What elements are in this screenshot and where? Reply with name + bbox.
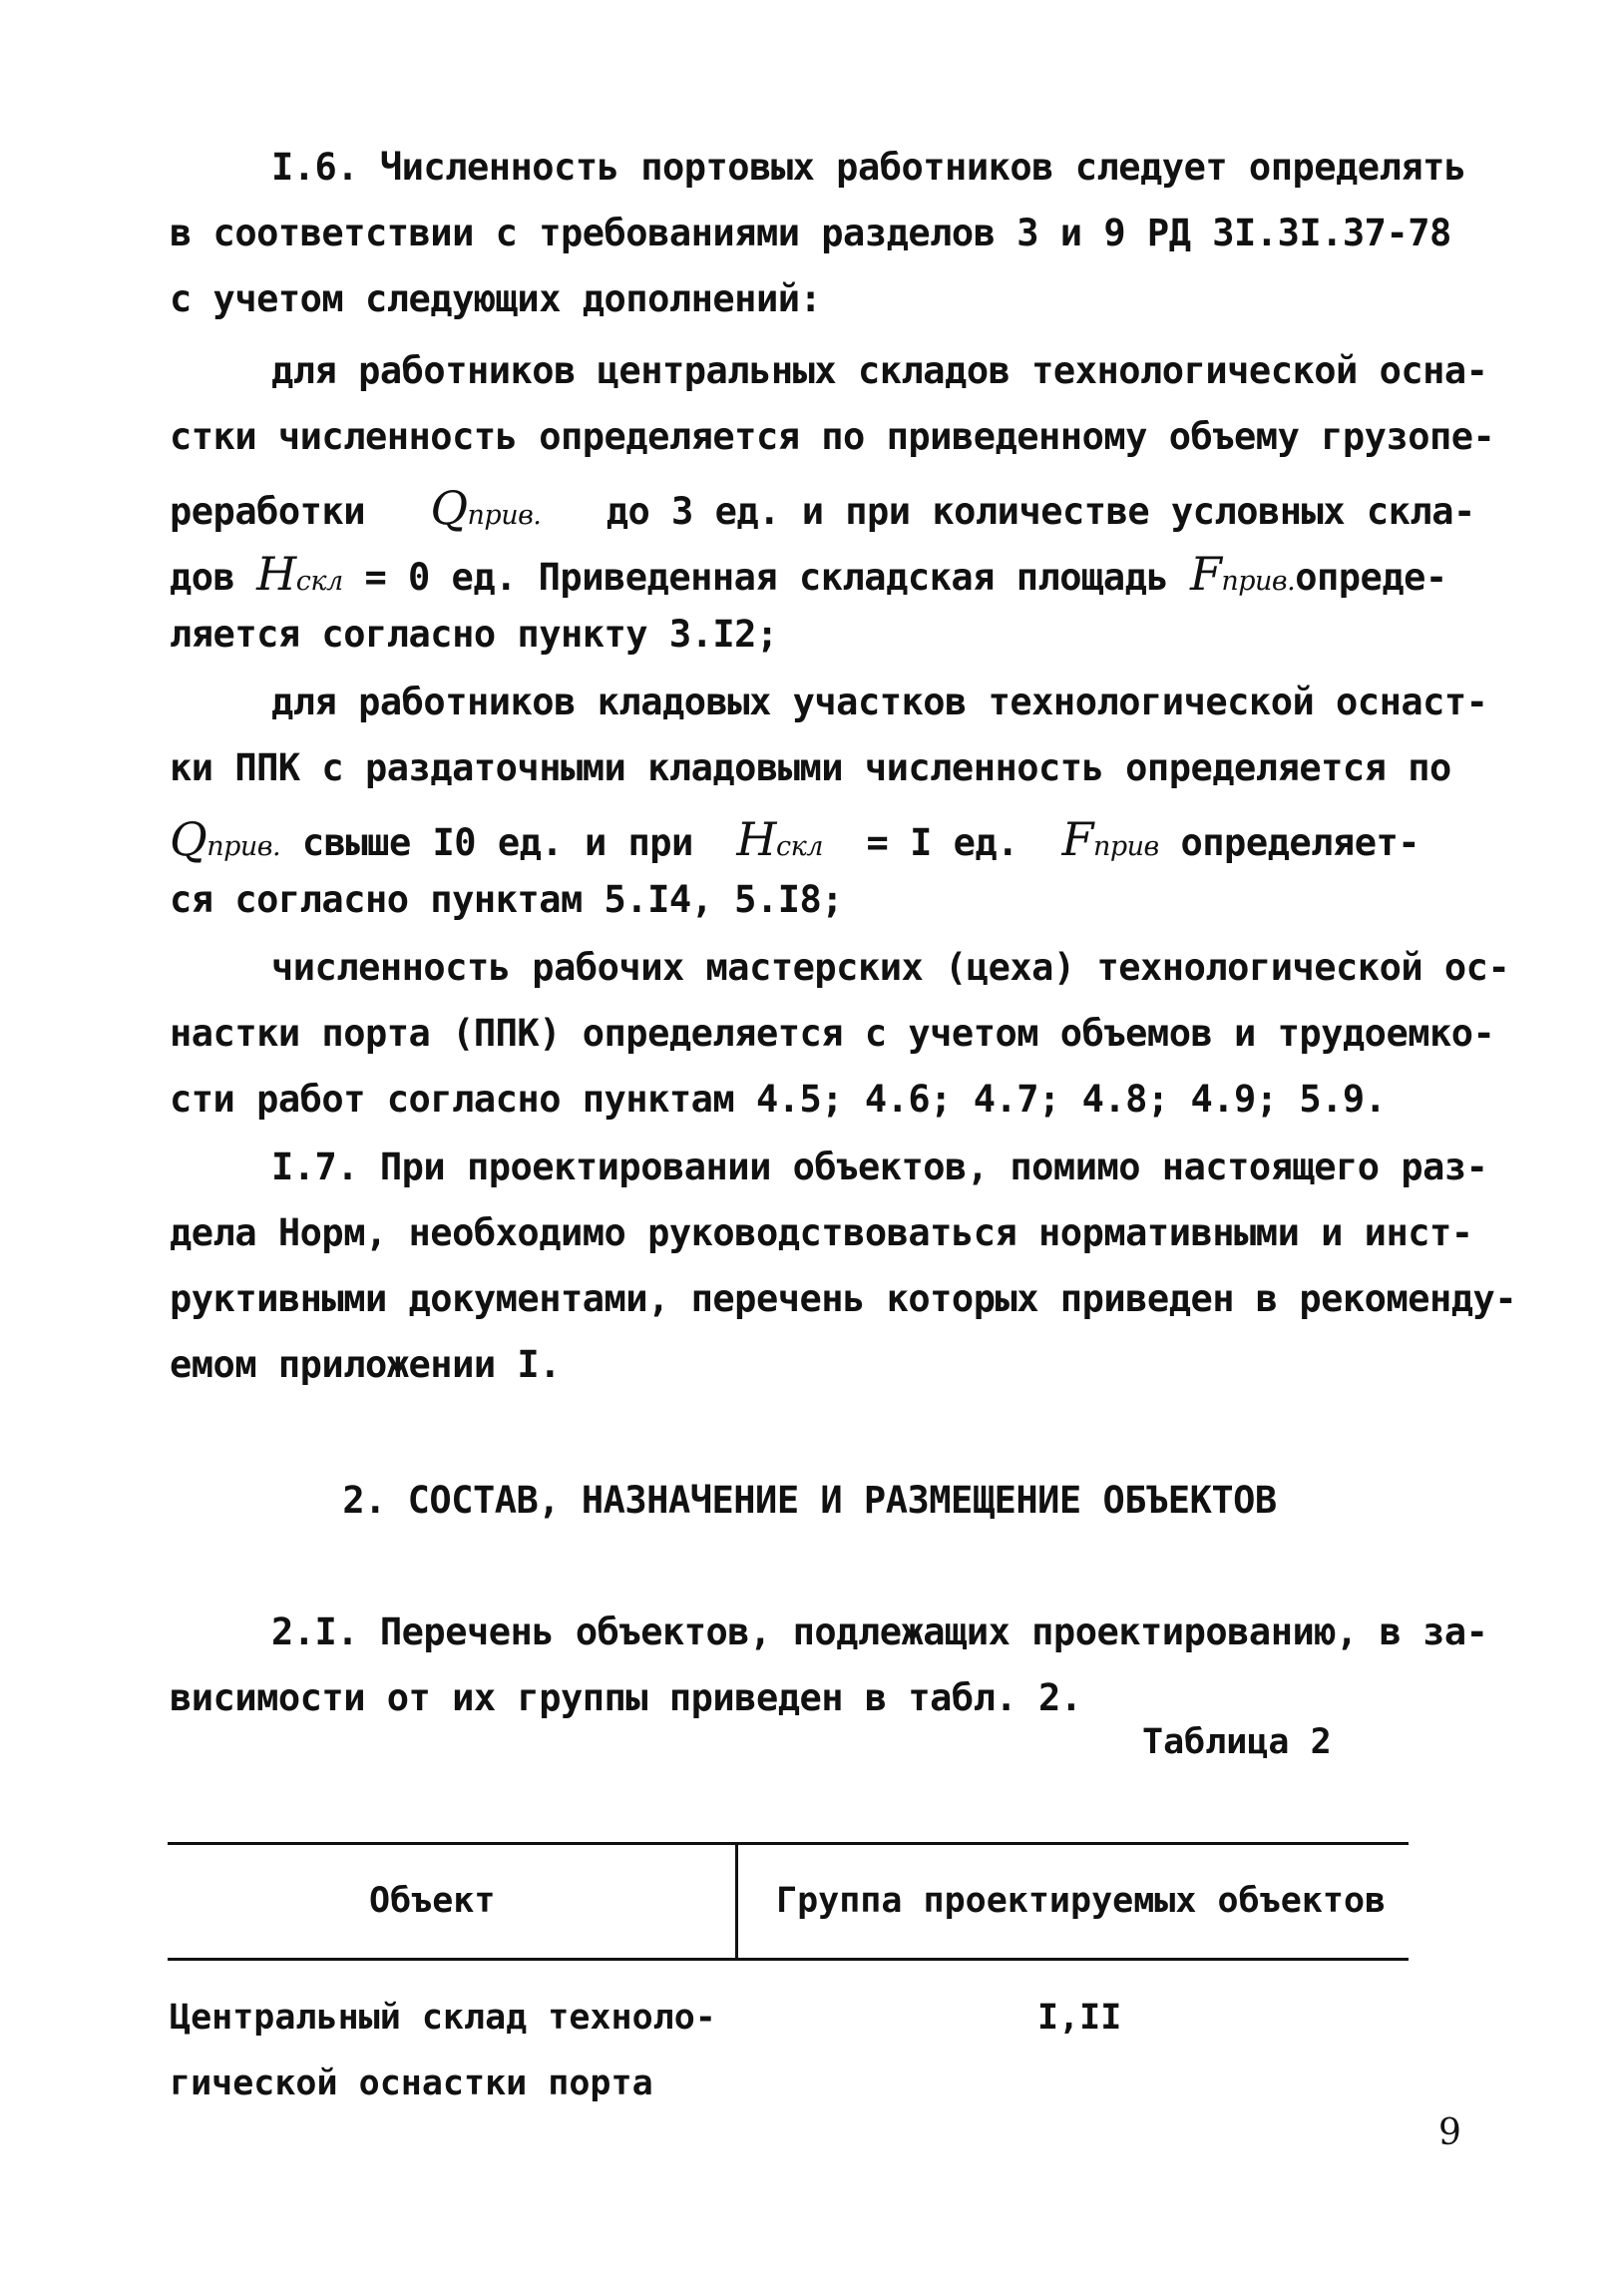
central-para-line-5: ляется согласно пункту 3.I2; bbox=[170, 613, 778, 656]
h-skl-formula: Hскл bbox=[256, 547, 343, 601]
f-priv-formula-2: Fприв bbox=[1061, 812, 1159, 866]
paragraph-2-1-line-1: 2.I. Перечень объектов, подлежащих проектированию, в за- bbox=[271, 1610, 1488, 1653]
storage-para-line-3: Qприв. свыше I0 ед. и при Hскл = I ед. Fприв определяет- bbox=[170, 812, 1420, 866]
storage-para-line-1: для работников кладовых участков технологической оснаст- bbox=[271, 681, 1488, 723]
table-top-rule bbox=[168, 1842, 1409, 1845]
central-para-line-3: реработки Qприв. до 3 ед. и при количестве условных скла- bbox=[170, 481, 1475, 535]
table-cell-object-line-2: гической оснастки порта bbox=[170, 2064, 653, 2103]
workshop-para-line-2: настки порта (ППК) определяется с учетом объемов и трудоемко- bbox=[170, 1012, 1495, 1055]
paragraph-1-6-line-2: в соответствии с требованиями разделов 3 и 9 РД 3I.3I.37-78 bbox=[170, 212, 1451, 254]
table-header-group: Группа проектируемых объектов bbox=[776, 1881, 1387, 1921]
table-header-rule bbox=[168, 1958, 1409, 1961]
page-number: 9 bbox=[1438, 2112, 1461, 2153]
paragraph-1-7-line-2: дела Норм, необходимо руководствоваться нормативными и инст- bbox=[170, 1211, 1473, 1254]
central-para-line-1: для работников центральных складов технологической осна- bbox=[271, 349, 1488, 392]
paragraph-1-6-line-1: I.6. Численность портовых работников следует определять bbox=[271, 146, 1466, 189]
table-cell-object-line-1: Центральный склад техноло- bbox=[170, 1998, 716, 2038]
workshop-para-line-3: сти работ согласно пунктам 4.5; 4.6; 4.7; 4.8; 4.9; 5.9. bbox=[170, 1078, 1387, 1121]
q-priv-formula-2: Qприв. bbox=[170, 812, 281, 866]
central-para-line-2: стки численность определяется по приведенному объему грузопе- bbox=[170, 415, 1495, 458]
paragraph-1-7-line-1: I.7. При проектировании объектов, помимо настоящего раз- bbox=[271, 1146, 1488, 1188]
table-caption: Таблица 2 bbox=[1142, 1722, 1332, 1762]
storage-para-line-2: ки ППК с раздаточными кладовыми численность определяется по bbox=[170, 746, 1451, 789]
f-priv-formula: Fприв. bbox=[1189, 547, 1296, 601]
section-heading: 2. СОСТАВ, НАЗНАЧЕНИЕ И РАЗМЕЩЕНИЕ ОБЪЕКТОВ bbox=[342, 1479, 1277, 1522]
table-cell-group: I,II bbox=[1037, 1998, 1122, 2038]
storage-para-line-4: ся согласно пунктам 5.I4, 5.I8; bbox=[170, 878, 844, 921]
workshop-para-line-1: численность рабочих мастерских (цеха) технологической ос- bbox=[271, 946, 1510, 989]
paragraph-2-1-line-2: висимости от их группы приведен в табл. 2. bbox=[170, 1676, 1082, 1719]
paragraph-1-7-line-3: руктивными документами, перечень которых приведен в рекоменду- bbox=[170, 1277, 1517, 1320]
h-skl-formula-2: Hскл bbox=[736, 812, 823, 866]
paragraph-1-6-line-3: с учетом следующих дополнений: bbox=[170, 277, 822, 320]
q-priv-formula: Qприв. bbox=[430, 481, 542, 535]
central-para-line-4: дов Hскл = 0 ед. Приведенная складская площадь Fприв.опреде- bbox=[170, 547, 1447, 601]
paragraph-1-7-line-4: емом приложении I. bbox=[170, 1343, 561, 1386]
table-column-divider bbox=[735, 1843, 738, 1960]
table-header-object: Объект bbox=[369, 1881, 496, 1921]
